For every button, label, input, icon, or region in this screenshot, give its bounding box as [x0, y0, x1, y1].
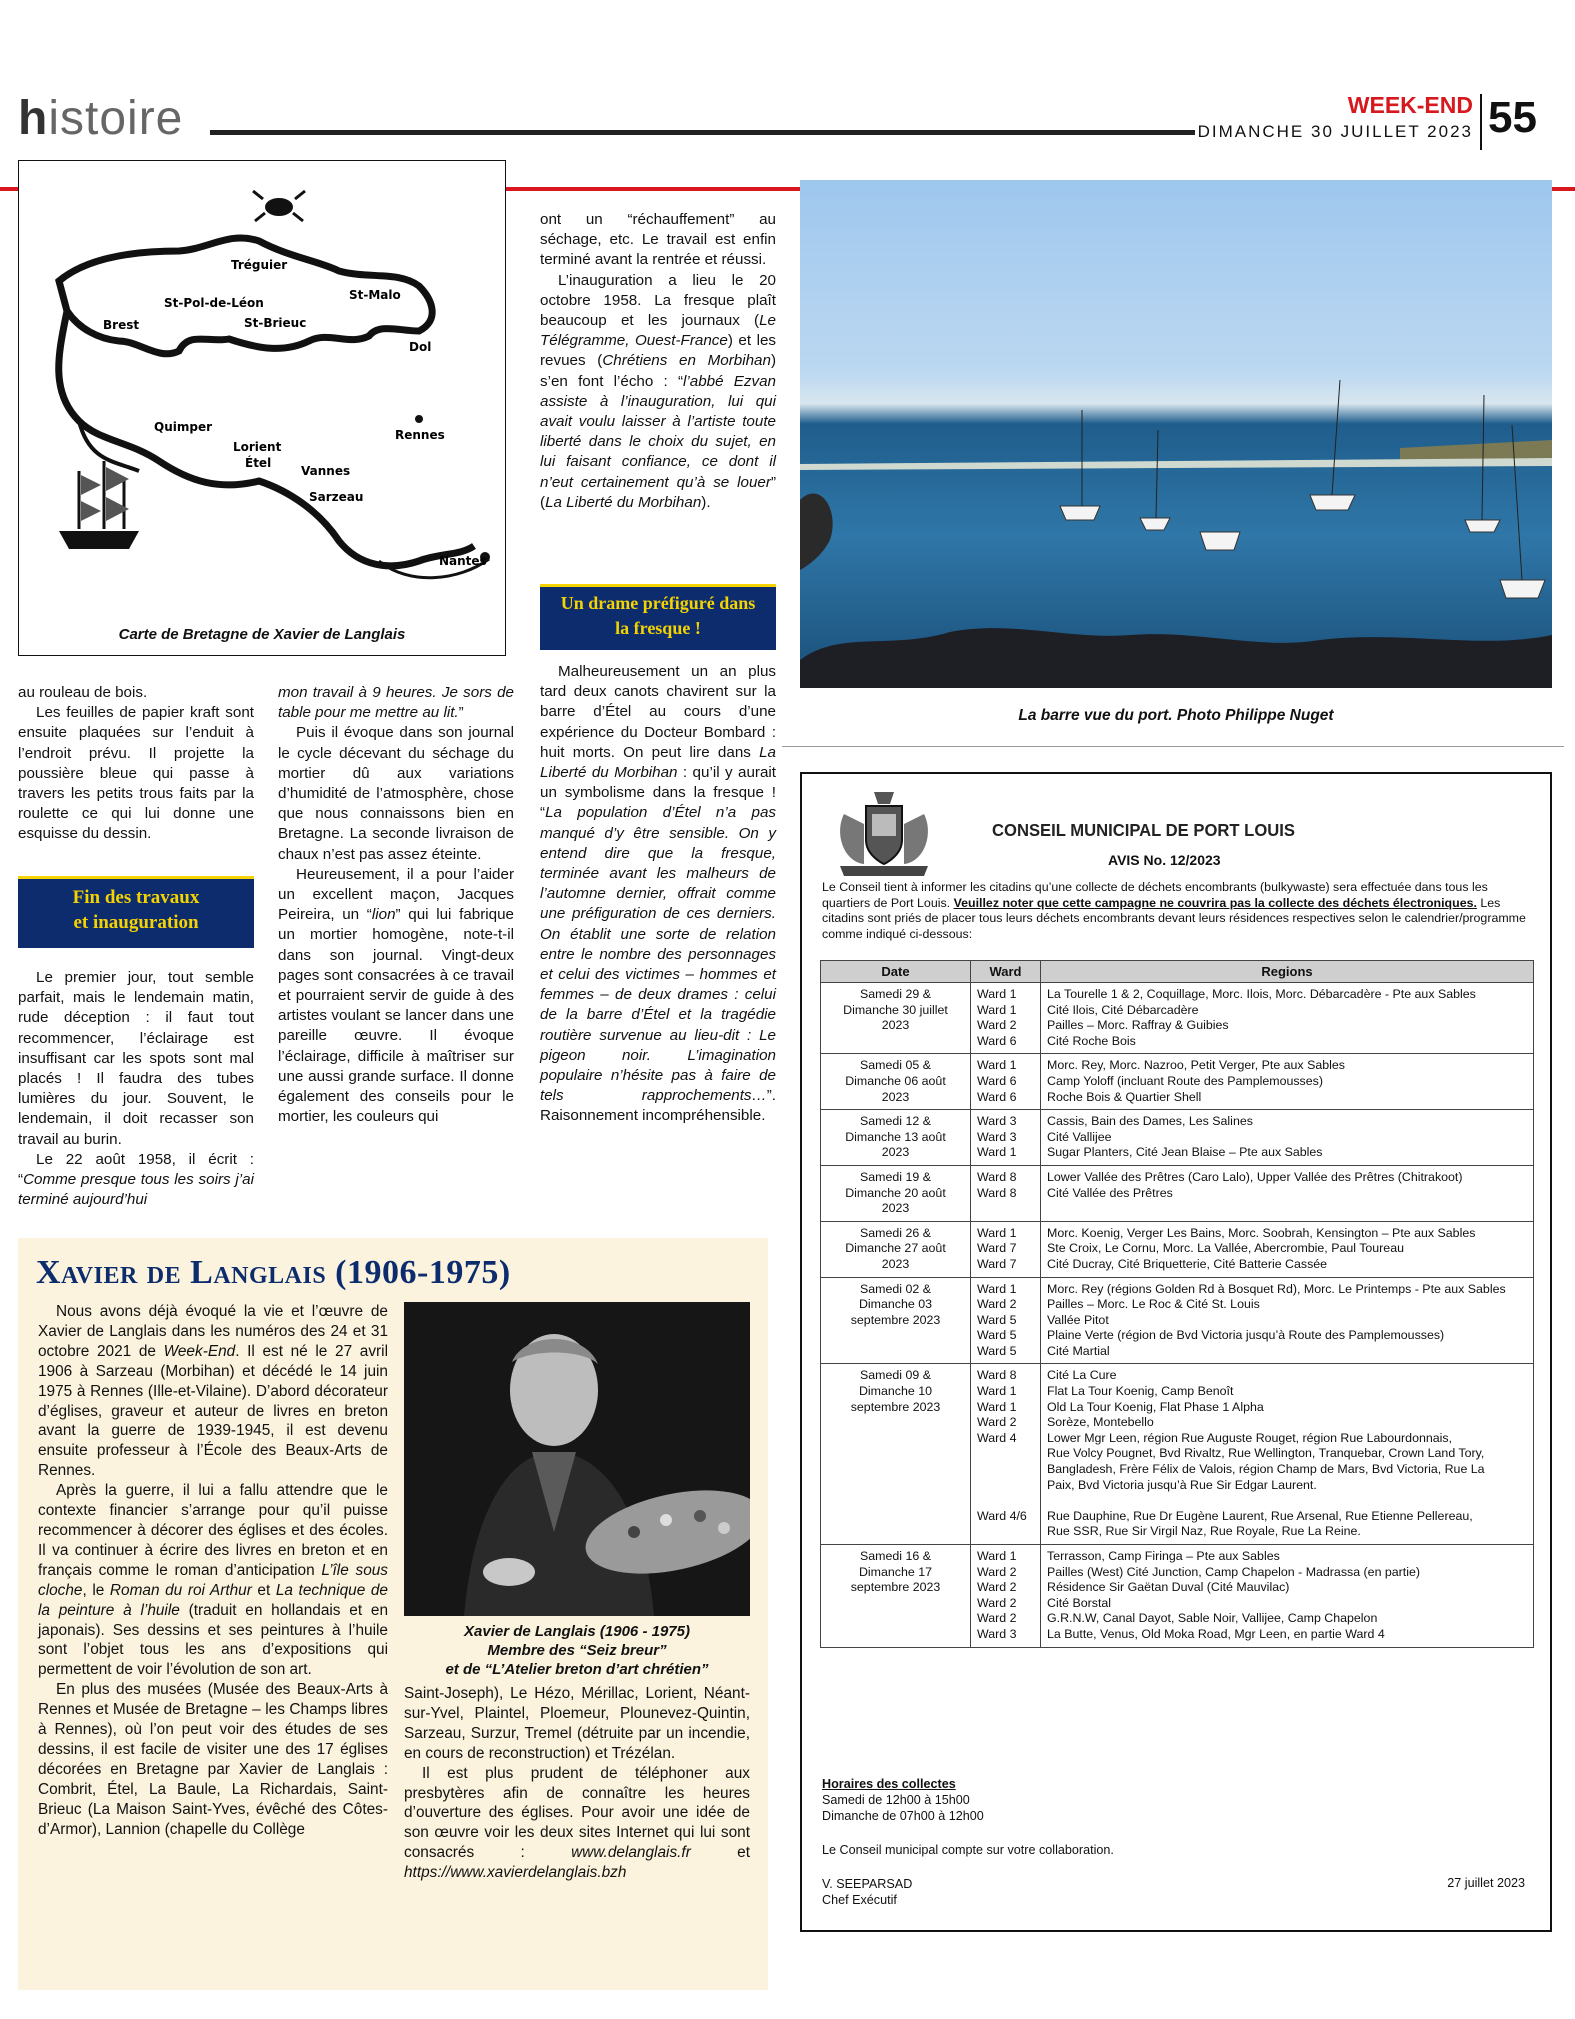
table-row: [821, 1165, 1534, 1221]
ward-cell-line: Ward 2: [977, 1564, 1017, 1579]
date-cell: [821, 1165, 971, 1221]
ward-cell-line: Ward 8: [977, 1169, 1017, 1184]
date-cell-line: 2023: [881, 1145, 910, 1160]
date-cell-line: Dimanche 03: [858, 1297, 932, 1312]
date-cell: [821, 1277, 971, 1364]
regions-cell-line: Lower Mgr Leen, région Rue Auguste Rouget, région Rue Labourdonnais,: [1047, 1430, 1453, 1445]
ward-cell-line: Ward 8: [977, 1368, 1017, 1383]
ward-cell-line: Ward 2: [977, 1415, 1017, 1430]
date-cell: [821, 1054, 971, 1110]
para-malheureusement: [540, 662, 776, 1127]
regions-cell-line: Pailles – Morc. Raffray & Guibies: [1047, 1018, 1229, 1033]
map-label-st-malo: St-Malo: [349, 288, 401, 302]
page-number: 55: [1488, 93, 1537, 142]
table-row: [821, 1221, 1534, 1277]
date-cell-line: Dimanche 13 août: [845, 1129, 946, 1144]
text-run: ).: [701, 493, 711, 511]
italic-run: La technique de la peinture à l’huile: [38, 1581, 388, 1619]
text-run: (traduit en hollandais et en japonais). Ses dessins et ses peintures à l’huile sont l’objet tous les ans d’expositions qui permettent de voir l’évolution de son art.: [38, 1601, 388, 1679]
ward-cell: [971, 1054, 1041, 1110]
italic-run: mon travail à 9 heures. Je sors de table pour me mettre au lit.: [278, 684, 514, 722]
table-row: [821, 1545, 1534, 1648]
map-label-treguier: Tréguier: [231, 258, 288, 272]
ship-icon: [59, 461, 139, 549]
para-22-aout: [18, 1150, 254, 1211]
map-caption: Carte de Bretagne de Xavier de Langlais: [118, 626, 406, 643]
ward-cell-line: Ward 5: [977, 1343, 1017, 1358]
ward-cell-line: Ward 5: [977, 1312, 1017, 1327]
para-mon-travail: [278, 683, 514, 723]
date-cell-line: Samedi 19 &: [860, 1169, 931, 1184]
date-cell-line: Dimanche 17: [858, 1564, 932, 1579]
italic-run: La population d’Étel n’a pas manqué d’y être sensible. On y entend dire que la fresque, terminée avant les malheurs de l’automne dernier, offrait comme une préfiguration de ces derniers. On établit une sorte de relation entre le nombre des personnages et celui des victimes – hommes et femmes – de deux drames : celui de la barre d’Étel et la tragédie routière survenue au lieu-dit : Le pigeon noir. L’imagination populaire n’hésite pas à faire de tels rapprochements…: [540, 804, 776, 1105]
para-puis: Puis il évoque dans son journal le cycle décevant du séchage du mortier dû aux variations d’humidité de l’atmosphère, chose que nous connaissons bien en Bretagne. La seconde livraison de chaux n’est pas assez éteinte.: [278, 724, 514, 863]
ward-cell-line: Ward 1: [977, 1225, 1017, 1240]
para-premier-jour: Le premier jour, tout semble parfait, mais le lendemain matin, rude déception : il faut tout recommencer, l’éclairage est insuffisant car les spots sont mal placés ! Il faudra des tubes lumières du jour. Souvent, le lendemain, il doit recasser son travail au burin.: [18, 969, 254, 1148]
date-cell: [821, 1545, 971, 1648]
map-label-quimper: Quimper: [154, 420, 213, 434]
date-cell-line: Dimanche 06 août: [845, 1073, 946, 1088]
ward-cell-line: [977, 1446, 1034, 1462]
regions-cell-line: Lower Vallée des Prêtres (Caro Lalo), Upper Vallée des Prêtres (Chitrakoot): [1047, 1169, 1463, 1184]
bio-col-right: [404, 1684, 750, 1883]
website-link-xavierdelanglais[interactable]: https://www.xavierdelanglais.bzh: [404, 1864, 627, 1882]
regions-cell-line: Morc. Koenig, Verger Les Bains, Morc. Soobrah, Kensington – Pte aux Sables: [1047, 1225, 1476, 1240]
italic-run: L’île sous cloche: [38, 1561, 389, 1599]
issue-date: DIMANCHE 30 JUILLET 2023: [1197, 122, 1473, 141]
ward-cell-line: [977, 1462, 1034, 1478]
notice-thanks: Le Conseil municipal compte sur votre collaboration.: [822, 1843, 1114, 1857]
map-label-lorient: Lorient: [233, 440, 282, 454]
subhead-drame: [540, 584, 776, 650]
map-label-dol: Dol: [409, 340, 432, 354]
date-cell-line: Samedi 05 &: [860, 1058, 931, 1073]
text-run: ”: [458, 704, 464, 722]
regions-cell-line: Sorèze, Montebello: [1047, 1415, 1154, 1430]
italic-run: La Liberté du Morbihan: [540, 743, 776, 782]
bio-para-3: En plus des musées (Musée des Beaux-Arts à Rennes et Musée de Bretagne – les Champs libres à Rennes), où l’on peut voir des études de ses dessins, il est facile de visiter une des 17 églises décorées en Bretagne par Xavier de Langlais : Combrit, Étel, La Baule, La Richardais, Saint-Brieuc (La Maison Saint-Yves, évêché des Côtes-d’Armor), Lannion (chapelle du Collège: [38, 1681, 388, 1838]
text-run: Heureusement, il a pour l’aider un excellent maçon, Jacques Peireira, un “: [278, 865, 514, 924]
bio-title: Xavier de Langlais (1906-1975): [36, 1254, 511, 1291]
ward-cell-line: Ward 1: [977, 1399, 1017, 1414]
text-run: Il est plus prudent de téléphoner aux presbytères afin de connaître les heures d’ouverture des églises. Pour avoir une idée de son œuvre voir les deux sites Internet qui lui sont consacrés :: [404, 1764, 750, 1862]
regions-cell-line: La Tourelle 1 & 2, Coquillage, Morc. Ilois, Morc. Débarcadère - Pte aux Sables: [1047, 987, 1476, 1001]
ward-cell-line: Ward 1: [977, 1145, 1017, 1160]
regions-cell-line: G.R.N.W, Canal Dayot, Sable Noir, Vallijee, Camp Chapelon: [1047, 1611, 1378, 1626]
text-run: ” (: [540, 473, 776, 511]
regions-cell-line: Sugar Planters, Cité Jean Blaise – Pte aux Sables: [1047, 1145, 1323, 1160]
date-cell-line: 2023: [881, 1256, 910, 1271]
text-run: Le Conseil tient à informer les citadins qu’une collecte de déchets encombrants (bulkywaste) sera effectuée dans tous les quartiers de Port Louis.: [822, 880, 1488, 910]
ward-cell: [971, 1364, 1041, 1545]
ward-cell-line: Ward 6: [977, 1073, 1017, 1088]
regions-cell: [1041, 1165, 1534, 1221]
regions-cell-line: Résidence Sir Gaëtan Duval (Cité Mauvilac): [1047, 1580, 1290, 1595]
regions-cell-line: Cité Borstal: [1047, 1595, 1112, 1610]
photo-caption: La barre vue du port. Photo Philippe Nuget: [1018, 707, 1334, 724]
date-cell: [821, 1110, 971, 1166]
map-label-etel: Étel: [245, 456, 272, 470]
ward-cell: [971, 1221, 1041, 1277]
regions-cell-line: Terrasson, Camp Firinga – Pte aux Sables: [1047, 1549, 1280, 1563]
ward-cell: [971, 983, 1041, 1054]
date-cell-line: Dimanche 10: [858, 1384, 932, 1399]
ward-cell: [971, 1110, 1041, 1166]
date-cell-line: 2023: [881, 1018, 910, 1033]
ward-cell-line: Ward 1: [977, 1384, 1017, 1399]
italic-run: Roman du roi Arthur: [109, 1581, 252, 1599]
subhead-fin-travaux: [18, 876, 254, 948]
ward-cell-line: Ward 8: [977, 1185, 1017, 1200]
regions-cell-line: Cité Ducray, Cité Briquetterie, Cité Batterie Cassée: [1047, 1256, 1328, 1271]
map-label-rennes: Rennes: [395, 428, 445, 442]
date-cell-line: 2023: [881, 1089, 910, 1104]
col-header-regions: Regions: [1041, 961, 1534, 983]
ward-cell-line: Ward 2: [977, 1611, 1017, 1626]
regions-cell-line: Pailles (West) Cité Junction, Camp Chapelon - Madrassa (en partie): [1047, 1564, 1421, 1579]
regions-cell-line: Plaine Verte (région de Bvd Victoria jusqu’à Route des Pamplemousses): [1047, 1328, 1445, 1343]
hours-title: Horaires des collectes: [822, 1777, 956, 1791]
ward-cell-line: Ward 1: [977, 1002, 1017, 1017]
text-run: Malheureusement un an plus tard deux canots chavirent sur la barre d’Étel au cours d’une expérience du Docteur Bombard : huit morts. On peut lire dans: [540, 663, 776, 761]
text-run: Nous avons déjà évoqué la vie et l’œuvre de Xavier de Langlais dans les numéros des 24 et 31 octobre 2021 de: [38, 1303, 388, 1360]
regions-cell-line: Rue Volcy Pougnet, Bvd Rivaltz, Rue Wellington, Tranquebar, Crown Land Tory,: [1047, 1446, 1485, 1461]
caption-line: Xavier de Langlais (1906 - 1975): [464, 1623, 690, 1640]
ward-cell-line: Ward 3: [977, 1626, 1017, 1641]
date-cell-line: Dimanche 20 août: [845, 1185, 946, 1200]
italic-run: Chrétiens en Morbihan: [602, 352, 771, 370]
notice-signature: [822, 1876, 912, 1908]
date-cell-line: Samedi 02 &: [860, 1281, 931, 1296]
map-label-st-pol: St-Pol-de-Léon: [164, 296, 264, 310]
para-inauguration: [540, 271, 776, 513]
section-initial: h: [18, 92, 49, 145]
portrait-photo: [404, 1302, 750, 1616]
italic-run: l’abbé Ezvan assiste à l’inauguration, lui qui avait voulu laisser à l’artiste toute liberté dans le choix du sujet, en lui faisant confiance, ce dont il n’eut certainement qu’à se louer: [540, 372, 776, 491]
ward-cell-line: Ward 2: [977, 1580, 1017, 1595]
subhead-line: Un drame préfiguré dans: [560, 593, 756, 613]
text-run: ”. Raisonnement incompréhensible.: [540, 1087, 776, 1125]
notice-avis: AVIS No. 12/2023: [1108, 852, 1221, 868]
ward-cell-line: Ward 1: [977, 1281, 1017, 1296]
bio-box: [18, 1238, 768, 1990]
map-label-st-brieuc: St-Brieuc: [244, 316, 307, 330]
collection-hours: [822, 1776, 984, 1824]
electronic-waste-warning: Veuillez noter que cette campagne ne couvrira pas la collecte des déchets électroniques.: [953, 895, 1477, 910]
hours-sunday: Dimanche de 07h00 à 12h00: [822, 1809, 984, 1823]
para-heureusement: [278, 865, 514, 1128]
regions-cell-line: Rue SSR, Rue Sir Virgil Naz, Rue Royale, Rue La Reine.: [1047, 1524, 1361, 1539]
regions-cell-line: Pailles – Morc. Le Roc & Cité St. Louis: [1047, 1297, 1260, 1312]
ward-cell-line: Ward 3: [977, 1129, 1017, 1144]
regions-cell-line: Vallée Pitot: [1047, 1312, 1109, 1327]
date-cell-line: Samedi 16 &: [860, 1549, 931, 1563]
section-rest: istoire: [48, 92, 184, 145]
bio-col-left: [38, 1302, 388, 1839]
regions-cell-line: La Butte, Venus, Old Moka Road, Mgr Leen, en partie Ward 4: [1047, 1626, 1385, 1641]
ward-cell-line: Ward 1: [977, 987, 1017, 1001]
text-run: Après la guerre, il lui a fallu attendre que le contexte financier s’arrange pour qu’il puisse recommencer à décorer des églises et des écoles. Il va continuer à écrire des livres en breton et en français comme le roman d’anticipation: [38, 1482, 388, 1579]
table-row: [821, 1054, 1534, 1110]
ward-cell-line: Ward 5: [977, 1328, 1017, 1343]
article-col3-top: [540, 210, 776, 513]
italic-run: La Liberté du Morbihan: [545, 493, 702, 511]
date-cell-line: septembre 2023: [850, 1580, 941, 1595]
map-label-sarzeau: Sarzeau: [309, 490, 364, 504]
article-col1b: [18, 968, 254, 1210]
table-row: [821, 1110, 1534, 1166]
ward-cell-line: [977, 1524, 1034, 1540]
para-rechauffement: ont un “réchauffement” au séchage, etc. Le travail est enfin terminé avant la rentrée et réussi.: [540, 211, 776, 269]
date-cell: [821, 983, 971, 1054]
caption-line: et de “L’Atelier breton d’art chrétien”: [445, 1661, 709, 1678]
date-cell-line: Dimanche 30 juillet: [843, 1002, 948, 1017]
regions-cell-line: Morc. Rey (régions Golden Rd à Bosquet Rd), Morc. Le Printemps - Pte aux Sables: [1047, 1281, 1506, 1296]
regions-cell-line: Cité Roche Bois: [1047, 1033, 1136, 1048]
regions-cell-line: Morc. Rey, Morc. Nazroo, Petit Verger, Pte aux Sables: [1047, 1058, 1345, 1073]
bio-para-2: [38, 1481, 388, 1680]
table-header-row: [821, 961, 1534, 983]
bio-para-5: [404, 1764, 750, 1883]
bio-para-4: Saint-Joseph), Le Hézo, Mérillac, Lorient, Néant-sur-Yvel, Plaintel, Ploemeur, Plounevez-Quintin, Sarzeau, Surzur, Tremel (détruite par un incendie, en cours de reconstruction) et Trézélan.: [404, 1685, 750, 1762]
notice-title: CONSEIL MUNICIPAL DE PORT LOUIS: [992, 820, 1295, 840]
italic-run: Week-End: [163, 1342, 236, 1360]
ward-cell-line: Ward 7: [977, 1256, 1017, 1271]
regions-cell-line: Roche Bois & Quartier Shell: [1047, 1089, 1202, 1104]
map-label-vannes: Vannes: [301, 464, 351, 478]
text-run: ) et les revues (: [540, 332, 776, 370]
regions-cell-line: Paix, Bvd Victoria jusqu’à Rue Sir Edgar Laurent.: [1047, 1477, 1317, 1492]
ward-cell-line: Ward 3: [977, 1114, 1017, 1129]
regions-cell-line: Cité Martial: [1047, 1343, 1110, 1358]
subhead-line: la fresque !: [615, 618, 701, 638]
ward-cell-line: Ward 6: [977, 1033, 1017, 1048]
regions-cell-line: Cassis, Bain des Dames, Les Salines: [1047, 1114, 1253, 1129]
text-run: Les citadins sont priés de placer tous leurs déchets encombrants devant leurs résidences respectives selon le calendrier/programme comme indiqué ci-dessous:: [822, 895, 1526, 941]
date-cell-line: Dimanche 27 août: [845, 1241, 946, 1256]
text-run: : qu’il y aurait un symbolisme dans la fresque ! “: [540, 764, 777, 822]
ward-cell-line: Ward 2: [977, 1595, 1017, 1610]
text-run: . Il est né le 27 avril 1906 à Sarzeau (Morbihan) et décédé le 14 juin 1975 à Rennes (Ille-et-Vilaine). D’abord décorateur d’églises, graveur et auteur de livres en breton avant la guerre de 1939-1945, il est devenu ensuite professeur à l’École des Beaux-Arts de Rennes.: [38, 1342, 388, 1480]
ward-cell: [971, 1545, 1041, 1648]
map-label-brest: Brest: [103, 318, 140, 332]
regions-cell-line: Camp Yoloff (incluant Route des Pamplemousses): [1047, 1073, 1323, 1088]
ward-cell: [971, 1165, 1041, 1221]
regions-cell: [1041, 1221, 1534, 1277]
photo-separator: [782, 746, 1564, 747]
header-rule: [210, 130, 1195, 135]
coat-of-arms-icon: [824, 784, 944, 884]
ward-cell-line: Ward 7: [977, 1241, 1017, 1256]
date-cell-line: 2023: [881, 1201, 910, 1216]
regions-cell-line: Ste Croix, Le Cornu, Morc. La Vallée, Abercrombie, Paul Toureau: [1047, 1241, 1404, 1256]
date-cell-line: Samedi 09 &: [860, 1368, 931, 1383]
text-run: et: [251, 1581, 276, 1599]
ward-cell-line: Ward 4/6: [977, 1508, 1027, 1523]
regions-cell: [1041, 1277, 1534, 1364]
ward-cell: [971, 1277, 1041, 1364]
col-header-date: Date: [821, 961, 971, 983]
regions-cell: [1041, 983, 1534, 1054]
table-row: [821, 983, 1534, 1054]
portrait-illustration: [404, 1302, 750, 1616]
ward-cell-line: [977, 1493, 1034, 1509]
crab-icon: [253, 191, 305, 221]
regions-cell: [1041, 1110, 1534, 1166]
portrait-caption: [404, 1622, 750, 1679]
date-cell-line: Samedi 12 &: [860, 1114, 931, 1129]
section-title: [18, 94, 183, 144]
article-col1: [18, 683, 254, 845]
date-cell-line: Samedi 26 &: [860, 1225, 931, 1240]
regions-cell-line: Old La Tour Koenig, Flat Phase 1 Alpha: [1047, 1399, 1264, 1414]
collection-schedule-table: [820, 960, 1534, 1648]
regions-cell: [1041, 1545, 1534, 1648]
table-row: [821, 1277, 1534, 1364]
text-run: , le: [82, 1581, 110, 1599]
brand-label: WEEK-END: [1347, 92, 1473, 118]
date-cell-line: septembre 2023: [850, 1312, 941, 1327]
regions-cell: [1041, 1054, 1534, 1110]
regions-cell-line: Cité La Cure: [1047, 1368, 1117, 1383]
notice-intro: [822, 880, 1534, 942]
italic-run: Le Télégramme, Ouest-France: [540, 312, 776, 350]
regions-cell-line: Flat La Tour Koenig, Camp Benoît: [1047, 1384, 1234, 1399]
article-col2: [278, 683, 514, 1127]
text-run: ) s’en font l’écho : “: [540, 352, 776, 390]
subhead-line: et inauguration: [73, 912, 199, 933]
ward-cell-line: [977, 1478, 1034, 1494]
regions-cell-line: Cité Ilois, Cité Débarcadère: [1047, 1002, 1199, 1017]
harbor-photo: [800, 180, 1552, 688]
ward-cell-line: Ward 2: [977, 1018, 1017, 1033]
italic-run: Comme presque tous les soirs j’ai terminé aujourd’hui: [18, 1171, 254, 1209]
map-figure: [18, 160, 506, 656]
regions-cell: [1041, 1364, 1534, 1545]
caption-line: Membre des “Seiz breur”: [487, 1642, 667, 1659]
regions-cell-line: Cité Vallée des Prêtres: [1047, 1185, 1173, 1200]
ward-cell-line: Ward 4: [977, 1430, 1017, 1445]
ward-cell-line: Ward 2: [977, 1297, 1017, 1312]
hours-saturday: Samedi de 12h00 à 15h00: [822, 1793, 970, 1807]
date-cell-line: septembre 2023: [850, 1399, 941, 1414]
harbor-scene: [800, 180, 1552, 688]
col-header-ward: Ward: [971, 961, 1041, 983]
website-link-delanglais[interactable]: www.delanglais.fr: [571, 1844, 691, 1862]
table-row: [821, 1364, 1534, 1545]
map-label-nantes: Nantes: [439, 554, 487, 568]
date-cell: [821, 1364, 971, 1545]
date-cell: [821, 1221, 971, 1277]
italic-run: lion: [371, 906, 396, 924]
brittany-map: [19, 161, 505, 591]
regions-cell-line: Cité Vallijee: [1047, 1129, 1112, 1144]
date-cell-line: Samedi 29 &: [860, 987, 931, 1001]
table-body: [821, 983, 1534, 1648]
signer-title: Chef Exécutif: [822, 1893, 897, 1907]
text-run: ” qui lui fabrique un mortier homogène, note-t-il dans son journal. Vingt-deux pages sont consacrées à ce travail et pourraient servir de guide à des artistes voulant se lancer dans une pareille œuvre. Il évoque l’éclairage, difficile à maîtriser sur une aussi grande surface. Il donne également des conseils pour le mortier, les couleurs qui: [278, 906, 514, 1126]
regions-cell-line: Rue Dauphine, Rue Dr Eugène Laurent, Rue Arsenal, Rue Etienne Pellereau,: [1047, 1508, 1473, 1523]
article-col3-bottom: [540, 662, 776, 1127]
regions-cell-line: Bangladesh, Frère Félix de Valois, région Champ de Mars, Bvd Victoria, Rue La: [1047, 1462, 1485, 1477]
subhead-line: Fin des travaux: [72, 887, 200, 908]
para-kraft: Les feuilles de papier kraft sont ensuite plaquées sur l’enduit à l’endroit prévu. Il projette la poussière bleue qui passe à travers les petits trous faits par la roulette ce qui lui donne une esquisse du dessin.: [18, 704, 254, 843]
para-rouleau: au rouleau de bois.: [18, 684, 148, 701]
text-run: et: [690, 1844, 750, 1862]
text-run: Le 22 août 1958, il écrit : “: [18, 1150, 254, 1189]
notice-date: 27 juillet 2023: [1447, 1876, 1525, 1890]
ward-cell-line: Ward 6: [977, 1089, 1017, 1104]
signer-name: V. SEEPARSAD: [822, 1877, 913, 1891]
text-run: L’inauguration a lieu le 20 octobre 1958. La fresque plaît beaucoup et les journaux (: [540, 271, 776, 330]
regions-cell-line: [1047, 1493, 1527, 1509]
ward-cell-line: Ward 1: [977, 1058, 1017, 1073]
header-divider: [1480, 94, 1482, 150]
bio-para-1: [38, 1302, 388, 1481]
ward-cell-line: Ward 1: [977, 1549, 1017, 1563]
